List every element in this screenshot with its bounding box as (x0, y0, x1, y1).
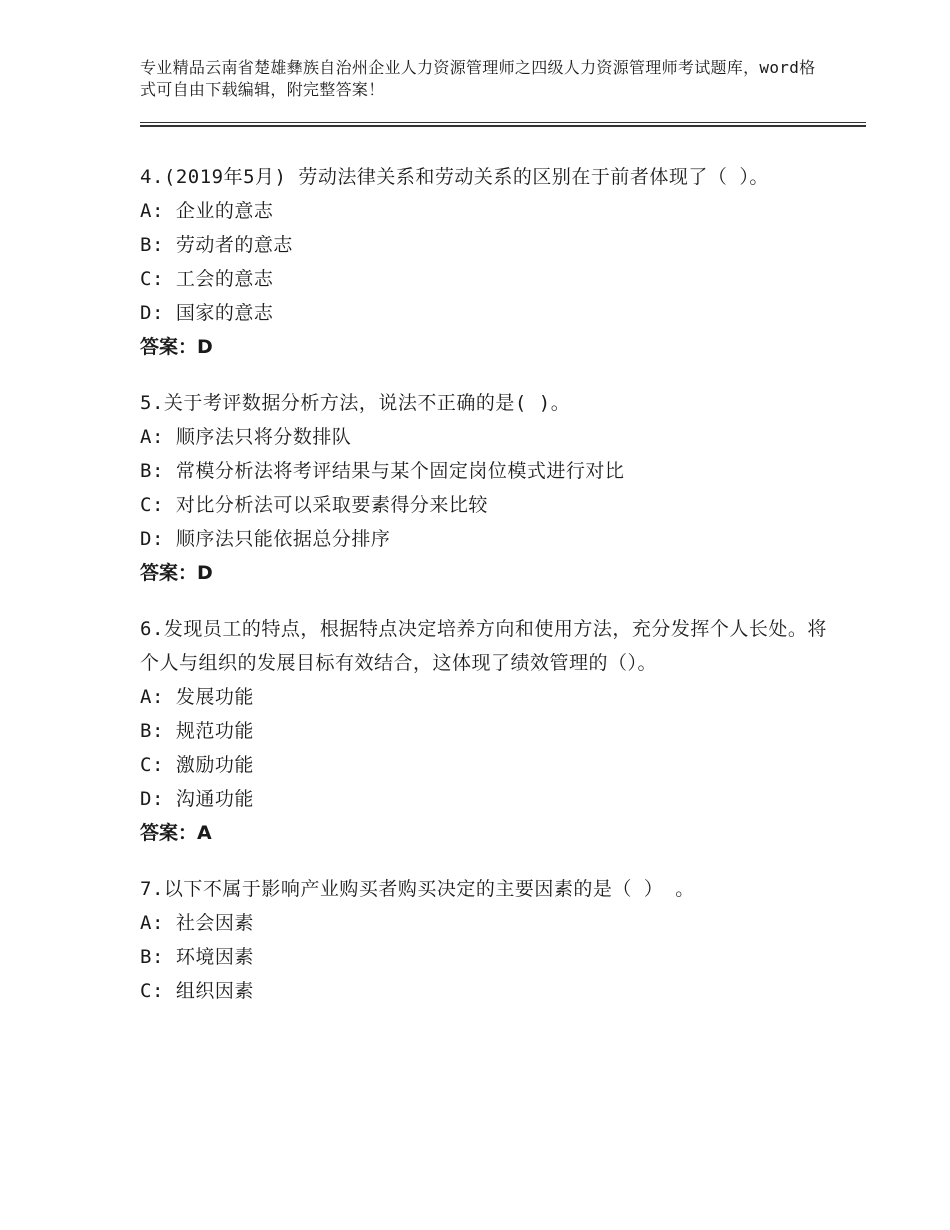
option-text: 规范功能 (175, 720, 254, 742)
question-stem: 6.发现员工的特点，根据特点决定培养方向和使用方法，充分发挥个人长处。将个人与组织的发展目标有效结合，这体现了绩效管理的（）。 (140, 618, 827, 674)
option-b (140, 714, 830, 748)
question-stem: 7.以下不属于影响产业购买者购买决定的主要因素的是（ ） 。 (140, 878, 695, 900)
answer-label: 答案：A (140, 822, 212, 844)
option-key: D: (140, 528, 176, 550)
option-text: 组织因素 (175, 980, 254, 1002)
option-a (140, 194, 830, 228)
option-key: A: (140, 426, 176, 448)
option-key: B: (140, 946, 176, 968)
option-d (140, 296, 830, 330)
option-d (140, 522, 830, 556)
header-rule-thick (140, 125, 866, 127)
document-header: 专业精品云南省楚雄彝族自治州企业人力资源管理师之四级人力资源管理师考试题库，word格式可自由下载编辑，附完整答案！ (140, 58, 816, 99)
question-5 (140, 386, 830, 590)
option-text: 工会的意志 (175, 268, 274, 290)
option-text: 企业的意志 (175, 200, 274, 222)
option-d (140, 782, 830, 816)
option-text: 对比分析法可以采取要素得分来比较 (175, 494, 488, 516)
question-7 (140, 872, 830, 1008)
option-key: C: (140, 754, 176, 776)
option-text: 顺序法只将分数排队 (175, 426, 352, 448)
option-text: 社会因素 (175, 912, 254, 934)
answer-label: 答案：D (140, 336, 213, 358)
option-key: C: (140, 980, 176, 1002)
option-key: A: (140, 686, 176, 708)
option-key: A: (140, 200, 176, 222)
option-key: D: (140, 302, 176, 324)
option-text: 常模分析法将考评结果与某个固定岗位模式进行对比 (175, 460, 625, 482)
option-key: A: (140, 912, 176, 934)
question-list (140, 160, 830, 1030)
option-c (140, 262, 830, 296)
option-a (140, 420, 830, 454)
question-stem: 4.(2019年5月) 劳动法律关系和劳动关系的区别在于前者体现了（ ）。 (140, 166, 769, 188)
option-key: B: (140, 460, 176, 482)
option-text: 发展功能 (175, 686, 254, 708)
question-stem: 5.关于考评数据分析方法，说法不正确的是( )。 (140, 392, 571, 414)
option-text: 环境因素 (175, 946, 254, 968)
option-a (140, 680, 830, 714)
option-text: 国家的意志 (175, 302, 274, 324)
option-text: 激励功能 (175, 754, 254, 776)
question-6 (140, 612, 830, 850)
option-b (140, 940, 830, 974)
header-rule-thin (140, 122, 866, 123)
option-key: B: (140, 720, 176, 742)
option-key: C: (140, 268, 176, 290)
answer-label: 答案：D (140, 562, 213, 584)
option-text: 沟通功能 (175, 788, 254, 810)
option-b (140, 454, 830, 488)
option-c (140, 974, 830, 1008)
option-key: C: (140, 494, 176, 516)
option-c (140, 748, 830, 782)
option-key: D: (140, 788, 176, 810)
question-4 (140, 160, 830, 364)
option-text: 劳动者的意志 (175, 234, 293, 256)
option-a (140, 906, 830, 940)
option-key: B: (140, 234, 176, 256)
option-text: 顺序法只能依据总分排序 (175, 528, 391, 550)
option-b (140, 228, 830, 262)
option-c (140, 488, 830, 522)
